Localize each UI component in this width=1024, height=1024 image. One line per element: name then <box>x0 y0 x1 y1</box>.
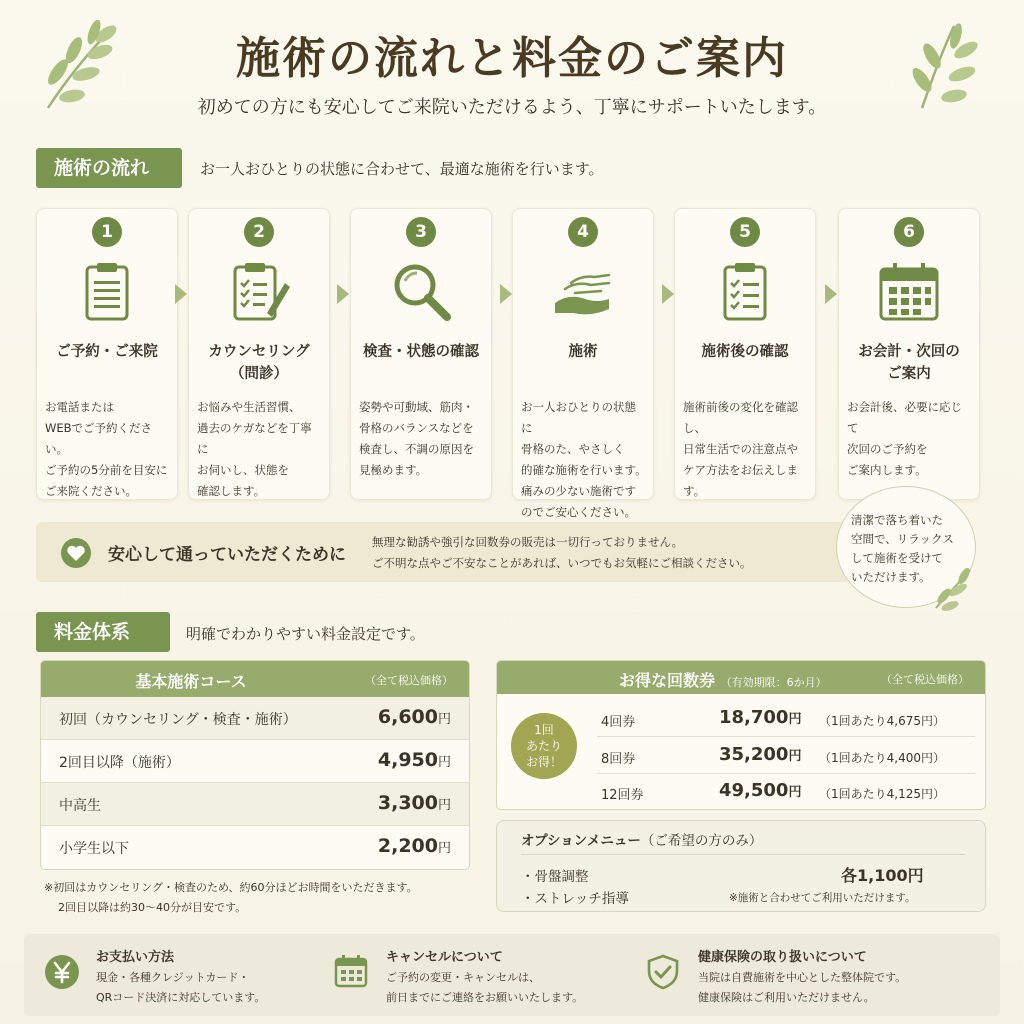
flow-step-card <box>36 208 178 500</box>
info-line: 前日までにご連絡をお願いいたします。 <box>386 991 584 1004</box>
course-name: 小学生以下 <box>59 841 129 857</box>
heart-icon <box>60 537 92 569</box>
step-title: 検査・状態の確認 <box>363 344 479 360</box>
table-row <box>41 826 469 869</box>
magnifier-icon <box>389 259 453 323</box>
info-line: QRコード決済に対応しています。 <box>96 991 266 1004</box>
course-price: 4,950円 <box>377 749 451 771</box>
cancellation-text <box>386 968 583 1008</box>
checklist-icon <box>713 259 777 323</box>
hands-icon <box>541 259 625 323</box>
step-number: 5 <box>730 217 760 247</box>
page-title: 施術の流れと料金のご案内 <box>236 33 788 84</box>
course-name: 2回目以降（施術） <box>59 755 180 771</box>
basic-course-footnote <box>44 878 418 918</box>
ticket-name: 8回券 <box>601 752 636 767</box>
flow-arrow-icon <box>662 284 674 304</box>
option-item: ・骨盤調整 <box>521 869 589 885</box>
coupon-ticket-header <box>497 661 985 694</box>
step-title: ご予約・ご来院 <box>56 344 158 360</box>
table-row <box>41 697 469 740</box>
ticket-price: 35,200円 <box>719 744 802 765</box>
flow-step-card <box>838 208 980 500</box>
course-name: 中高生 <box>59 798 101 814</box>
footnote-line: 2回目以降は約30〜40分が目安です。 <box>58 901 247 914</box>
step-number: 3 <box>406 217 436 247</box>
leaf-sprig-icon <box>930 566 974 612</box>
yen-icon <box>44 954 80 990</box>
basic-course-header <box>41 661 469 697</box>
table-row <box>41 783 469 826</box>
step-description: お一人おひとりの状態に 骨格のた、やさしく 的確な施術を行います。 痛みの少ない施術です のでご安心ください。 <box>521 400 647 519</box>
table-row <box>597 738 975 774</box>
flow-step-card <box>674 208 816 500</box>
course-price: 3,300円 <box>377 792 451 814</box>
payment-heading: お支払い方法 <box>96 950 175 965</box>
course-price: 2,200円 <box>377 835 451 857</box>
ticket-per-visit: （1回あたり4,400円） <box>819 751 945 765</box>
basic-course-rows <box>41 697 469 869</box>
info-line: 現金・各種クレジットカード・ <box>96 971 250 984</box>
option-menu-box <box>496 820 986 912</box>
course-price: 6,600円 <box>377 706 451 728</box>
flow-arrow-icon <box>500 284 512 304</box>
page-subtitle: 初めての方にも安心してご来院いただけるよう、丁寧にサポートいたします。 <box>197 97 827 118</box>
step-description: お会計後、必要に応じて 次回のご予約を ご案内します。 <box>847 400 962 477</box>
shield-check-icon <box>646 954 680 990</box>
ticket-price: 18,700円 <box>719 707 802 728</box>
step-description: お電話または WEBでご予約ください。 ご予約の5分前を目安に ご来院ください。 <box>45 400 168 498</box>
coupon-ticket-table <box>496 660 986 810</box>
flow-arrow-icon <box>337 284 349 304</box>
cancellation-info <box>334 934 644 1016</box>
clipboard-icon <box>75 259 139 323</box>
step-number: 1 <box>92 217 122 247</box>
step-title: カウンセリング （問診） <box>208 344 310 382</box>
value-badge: 1回 あたり お得！ <box>511 713 577 779</box>
step-number: 4 <box>568 217 598 247</box>
step-title: 施術 <box>568 344 598 360</box>
insurance-text <box>698 968 906 1008</box>
payment-text <box>96 968 265 1008</box>
info-line: 当院は自費施術を中心とした整体院です。 <box>698 971 907 984</box>
info-footer-band <box>24 934 1000 1016</box>
cancellation-heading: キャンセルについて <box>386 950 503 965</box>
ticket-name: 4回券 <box>601 715 636 730</box>
option-price: 各1,100円 <box>841 866 924 885</box>
flow-step-card <box>512 208 654 519</box>
step-number: 6 <box>894 217 924 247</box>
atmosphere-circle-note: 清潔で落ち着いた 空間で、リラックス して施術を受けて いただけます。 <box>836 486 976 608</box>
flow-arrow-icon <box>175 284 187 304</box>
flow-section-note: お一人おひとりの状態に合わせて、最適な施術を行います。 <box>200 160 604 178</box>
option-menu-title: オプションメニュー（ご希望の方のみ） <box>521 833 763 849</box>
checklist-pencil-icon <box>227 259 291 323</box>
reassurance-banner <box>36 522 866 582</box>
step-description: 施術前後の変化を確認し、 日常生活での注意点や ケア方法をお伝えします。 <box>683 400 798 498</box>
insurance-heading: 健康保険の取り扱いについて <box>698 950 867 965</box>
table-row <box>597 701 975 737</box>
basic-course-title: 基本施術コース <box>135 672 247 691</box>
step-number: 2 <box>244 217 274 247</box>
step-description: 姿勢や可動域、筋肉・ 骨格のバランスなどを 検査し、不調の原因を 見極めます。 <box>359 400 474 477</box>
calendar-icon <box>877 259 941 323</box>
payment-info <box>44 934 334 1016</box>
ticket-name: 12回券 <box>601 788 644 803</box>
flow-arrow-icon <box>825 284 837 304</box>
divider <box>521 854 965 855</box>
table-row <box>41 740 469 783</box>
flow-step-card <box>350 208 492 500</box>
pricing-section-note: 明確でわかりやすい料金設定です。 <box>186 625 425 643</box>
course-name: 初回（カウンセリング・検査・施術） <box>59 712 297 728</box>
coupon-ticket-title: お得な回数券 （有効期限：6か月） <box>619 671 827 690</box>
pricing-section-tag: 料金体系 <box>36 612 170 652</box>
info-line: ご予約の変更・キャンセルは、 <box>386 971 540 984</box>
insurance-info <box>646 934 986 1016</box>
reassurance-line: ご不明な点やご不安なことがあれば、いつでもお気軽にご相談ください。 <box>372 556 752 570</box>
step-description: お悩みや生活習慣、 過去のケガなどを丁寧に お伺いし、状態を 確認します。 <box>197 400 312 498</box>
calendar-icon <box>334 954 368 988</box>
footnote-line: ※初回はカウンセリング・検査のため、約60分ほどお時間をいただきます。 <box>44 881 418 894</box>
step-title: お会計・次回の ご案内 <box>858 344 960 382</box>
step-title: 施術後の確認 <box>701 344 789 360</box>
tax-included-note: （全て税込価格） <box>365 674 453 687</box>
ticket-per-visit: （1回あたり4,675円） <box>819 714 945 728</box>
reassurance-text <box>372 532 752 574</box>
ticket-price: 49,500円 <box>719 780 802 801</box>
basic-course-table <box>40 660 470 870</box>
table-row <box>597 774 975 810</box>
ticket-per-visit: （1回あたり4,125円） <box>819 787 945 801</box>
option-item: ・ストレッチ指導 <box>521 891 629 907</box>
info-line: 健康保険はご利用いただけません。 <box>698 991 875 1004</box>
flow-step-card <box>188 208 330 500</box>
reassurance-heading: 安心して通っていただくために <box>108 545 346 565</box>
option-note: ※施術と合わせてご利用いただけます。 <box>729 892 916 904</box>
flow-section-tag: 施術の流れ <box>36 148 182 188</box>
tax-included-note: （全て税込価格） <box>881 673 969 686</box>
reassurance-line: 無理な勧誘や強引な回数券の販売は一切行っておりません。 <box>372 535 684 549</box>
